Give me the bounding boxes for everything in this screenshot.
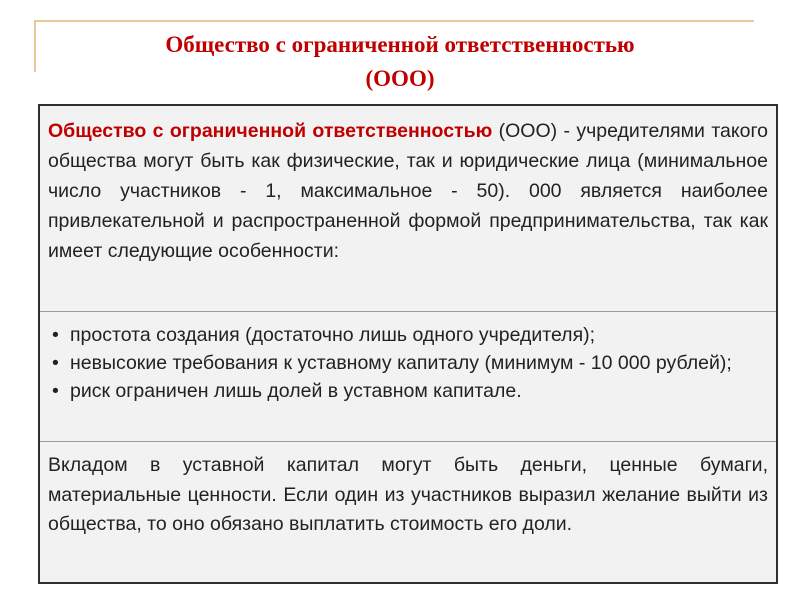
features-section bbox=[40, 312, 776, 442]
list-item bbox=[48, 321, 768, 349]
definition-section bbox=[40, 106, 776, 312]
features-list bbox=[48, 321, 768, 405]
definition-term: Общество с ограниченной ответственностью bbox=[48, 120, 493, 142]
list-item bbox=[48, 349, 768, 377]
bullet-icon: • bbox=[52, 352, 59, 374]
title-line-2: (ООО) bbox=[365, 66, 435, 91]
decorative-top-line bbox=[34, 20, 754, 22]
title-line-1: Общество с ограниченной ответственностью bbox=[165, 32, 635, 57]
list-item-text: риск ограничен лишь долей в уставном капитале. bbox=[70, 380, 522, 402]
decorative-left-line bbox=[34, 20, 36, 72]
list-item-text: невысокие требования к уставному капиталу (минимум - 10 000 рублей); bbox=[70, 352, 732, 374]
contribution-section: Вкладом в уставной капитал могут быть деньги, ценные бумаги, материальные ценности. Если один из участников выразил желание выйти из общества, то оно обязано выплатить стоимость его доли. bbox=[48, 454, 768, 535]
page-title bbox=[40, 28, 760, 96]
definition-text: (ООО) - учредителями такого общества могут быть как физические, так и юридические лица (минимальное число участников - 1, максимальное - 50). 000 является наиболее привлекательной и распространенной формой предпринимательства, так как имеет следующие особенности: bbox=[48, 120, 768, 262]
bullet-icon: • bbox=[52, 324, 59, 346]
bullet-icon: • bbox=[52, 380, 59, 402]
list-item bbox=[48, 377, 768, 405]
content-box bbox=[38, 104, 778, 584]
list-item-text: простота создания (достаточно лишь одного учредителя); bbox=[70, 324, 596, 346]
